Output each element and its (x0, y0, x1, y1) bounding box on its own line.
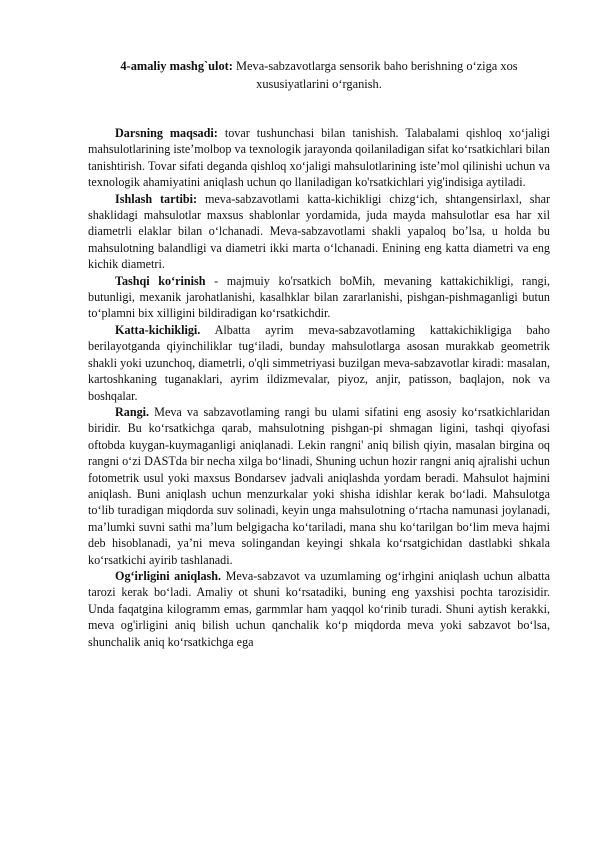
paragraph-procedure (88, 191, 550, 273)
paragraph-lead: Darsning maqsadi: (115, 126, 218, 140)
paragraph-lead: Katta-kichikligi. (115, 322, 201, 337)
paragraph-text: Albatta ayrim meva-sabzavotlaming kattakichikligiga baho berilayotganda qiyinchiliklar tug‘iladi, bunday mahsulotlarga asosan murakkab geometrik shakli yoki uzunchoq, diametrli, o'qli simmetriyasi buzilgan meva-sabzavotlar kiradi: masalan, kartoshkaning tuganaklari, ayrim ildizmevalar, piyoz, anjir, patisson, baqlajon, nok va boshqalar. (88, 322, 550, 403)
paragraph-text: Meva-sabzavot va uzumlaming og‘irhgini aniqlash uchun albatta tarozi kerak bo‘ladi. Amaliy ot shuni ko‘rsatadiki, buning eng yaxshisi pochta tarozisidir. Unda faqatgina kilogramm emas, garmmlar ham yaqqol ko‘rinib turadi. Shuni aytish kerakki, meva og'irligini aniq bilish uchun qanchalik ko‘p miqdorda meva yoki sabzavot bo‘lsa, shunchalik aniq ko‘rsatkichga ega (88, 568, 550, 649)
page-title (88, 57, 550, 93)
paragraph-lead: Tashqi ko‘rinish (115, 273, 206, 288)
paragraph-lead: Og‘irligini aniqlash. (115, 568, 222, 583)
paragraph-lead: Rangi. (115, 404, 150, 419)
paragraph-weight (88, 568, 550, 650)
title-text: Meva-sabzavotlarga sensorik baho berishning o‘ziga xos xususiyatlarini o‘rganish. (232, 59, 518, 91)
paragraph-goal (88, 125, 550, 191)
paragraph-text: - majmuiy ko'rsatkich boMih, mevaning kattakichikligi, rangi, butunligi, mexanik jarohatlanishi, kasalhklar bilan zararlanishi, pishgan-pishmaganligi butun to‘plamni bix xilligini bildiradigan ko‘rsatkichdir. (88, 273, 550, 321)
paragraph-text: tovar tushunchasi bilan tanishish. Talabalami qishloq xo‘jaligi mahsulotlarining iste’molbop va texnologik jarayonda qoilaniladigan sifat ko‘rsatkichlari bilan tanishtirish. Tovar sifati deganda qishloq xo‘jaligi mahsulotlarining iste’mol qilinishi uchun va texnologik ahamiyatini aniqlash uchun qo llaniladigan ko'rsatkichlari yig'indisiga aytiladi. (88, 126, 550, 190)
title-prefix: 4-amaliy mashg`ulot: (120, 59, 233, 73)
paragraph-text: meva-sabzavotlami katta-kichikligi chizg‘ich, shtangensirlaxl, shar shaklidagi mahsulotlar maxsus shablonlar yordamida, juda mayda mahsulotlar esa har xil diametrli elaklar bilan o‘lchanadi. Meva-sabzavotlami shakli yapaloq bo’lsa, u holda bu mahsulotning balandligi va diametri ikki marta o‘lchanadi. Enining eng katta diametri va eng kichik diametri. (88, 191, 550, 272)
paragraph-size (88, 322, 550, 404)
paragraph-color (88, 404, 550, 568)
paragraph-text: Meva va sabzavotlaming rangi bu ulami sifatini eng asosiy ko‘rsatkichlaridan biridir. Bu ko‘rsatkichga qarab, mahsulotning pishgan-pi shmagan ligini, tashqi qiyofasi oftobda kuygan-kuymaganligi aniqlanadi. Lekin rangni' aniq bilish qiyin, masalan birgina oq rangni o‘zi DASTda bir necha xilga bo‘linadi, Shuning uchun hozir rangni aniq ajralishi uchun fotometrik usul yoki maxsus Bondarsev jadvali aniqlashda yordam beradi. Mahsulot hajmini aniqlash. Buni aniqlash uchun menzurkalar yoki shisha idishlar kerak bo‘ladi. Mahsulotga to‘lib turadigan miqdorda suv solinadi, keyin unga mahsulotning o‘rtacha namunasi joylanadi, ma’lumki suvni sathi ma’lum belgigacha ko‘tariladi, mana shu ko‘tarilgan bo‘lim meva hajmi deb hisoblanadi, ya’ni meva solingandan keyingi shkala ko‘rsatgichidan dastlabki shkala ko‘rsatkichi ayirib tashlanadi. (88, 404, 550, 567)
paragraph-lead: Ishlash tartibi: (115, 191, 198, 206)
paragraph-appearance (88, 273, 550, 322)
document-body (88, 125, 550, 650)
